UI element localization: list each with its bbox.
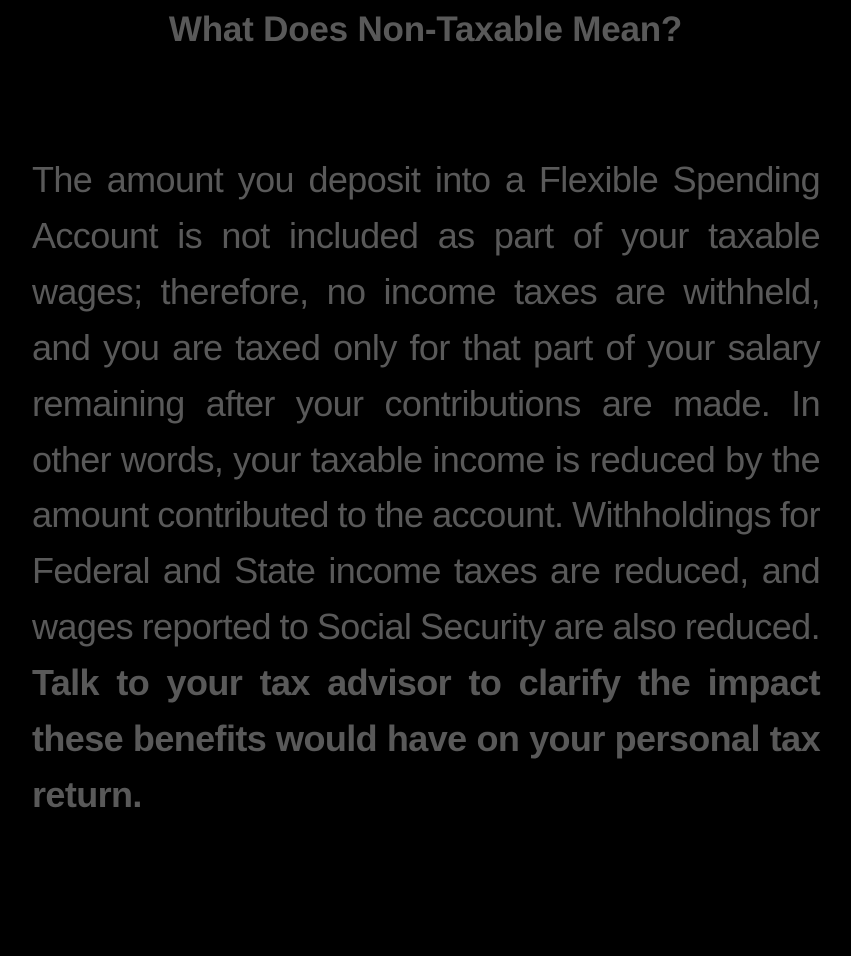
body-text: The amount you deposit into a Flexible Spending Account is not included as part of your taxable wages; therefore, no income taxes are withheld, and you are taxed only for that part of your salary remaining after your contributions are made. In other words, your taxable income is reduced by the amount contributed to the account. Withholdings for Federal and State income taxes are reduced, and wages reported to Social Security are also reduced. xyxy=(32,159,820,648)
page-title: What Does Non-Taxable Mean? xyxy=(168,10,683,49)
body-paragraph xyxy=(32,152,820,823)
emphasis-text: Talk to your tax advisor to clarify the impact these benefits would have on your personal tax return. xyxy=(32,662,820,815)
